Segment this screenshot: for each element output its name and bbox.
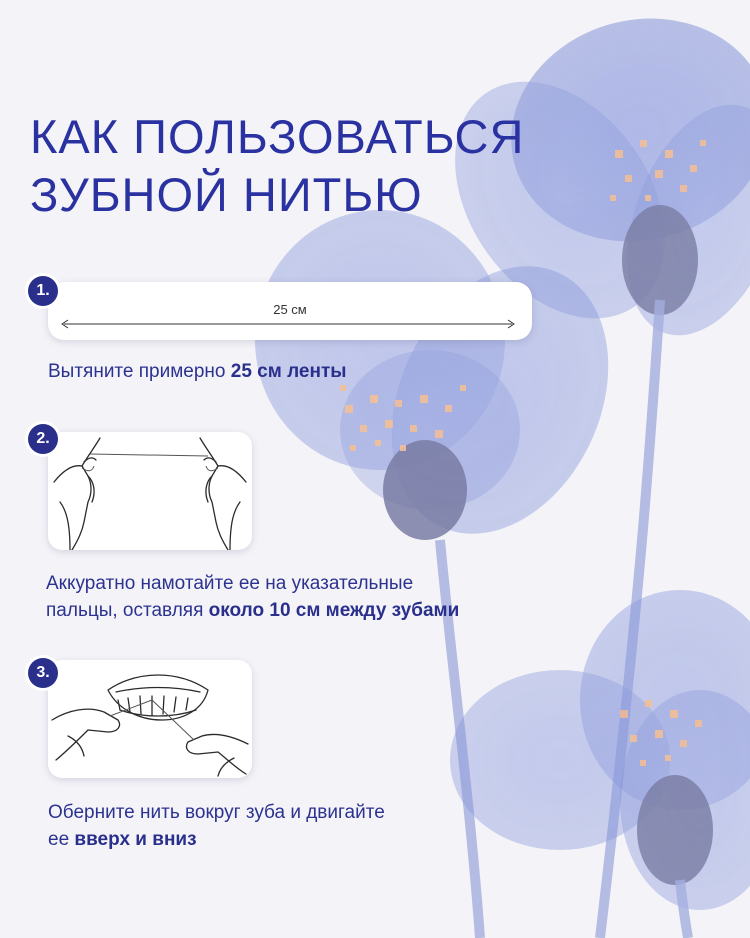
flossing-teeth-illustration <box>48 660 252 778</box>
step-1-text <box>48 358 346 385</box>
ruler-card <box>48 282 532 340</box>
title-line-1: КАК ПОЛЬЗОВАТЬСЯ <box>30 110 525 163</box>
step-2-text-line-2 <box>46 597 459 624</box>
step-3-text <box>48 799 385 853</box>
step-3-text-line-1: Оберните нить вокруг зуба и двигайте <box>48 802 385 823</box>
step-2-text-plain: пальцы, оставляя <box>46 600 209 621</box>
double-arrow-icon <box>58 318 518 330</box>
step-3-text-plain: ее <box>48 829 75 850</box>
step-3-text-bold: вверх и вниз <box>74 829 197 850</box>
step-badge-1: 1. <box>28 276 58 306</box>
title-line-2: ЗУБНОЙ НИТЬЮ <box>30 168 423 221</box>
step-2-text-bold: около 10 см между зубами <box>208 600 460 621</box>
step-1-text-bold: 25 см ленты <box>230 361 347 382</box>
hands-winding-floss-illustration <box>48 432 252 550</box>
step-2-text-line-1: Аккуратно намотайте ее на указательные <box>46 573 414 594</box>
step-2-text <box>46 570 459 624</box>
step-1-text-plain: Вытяните примерно <box>48 361 231 382</box>
ruler-label: 25 см <box>273 302 307 317</box>
page-title <box>30 108 524 224</box>
step-badge-3: 3. <box>28 658 58 688</box>
step-3-text-line-2 <box>48 826 385 853</box>
step-badge-2: 2. <box>28 424 58 454</box>
